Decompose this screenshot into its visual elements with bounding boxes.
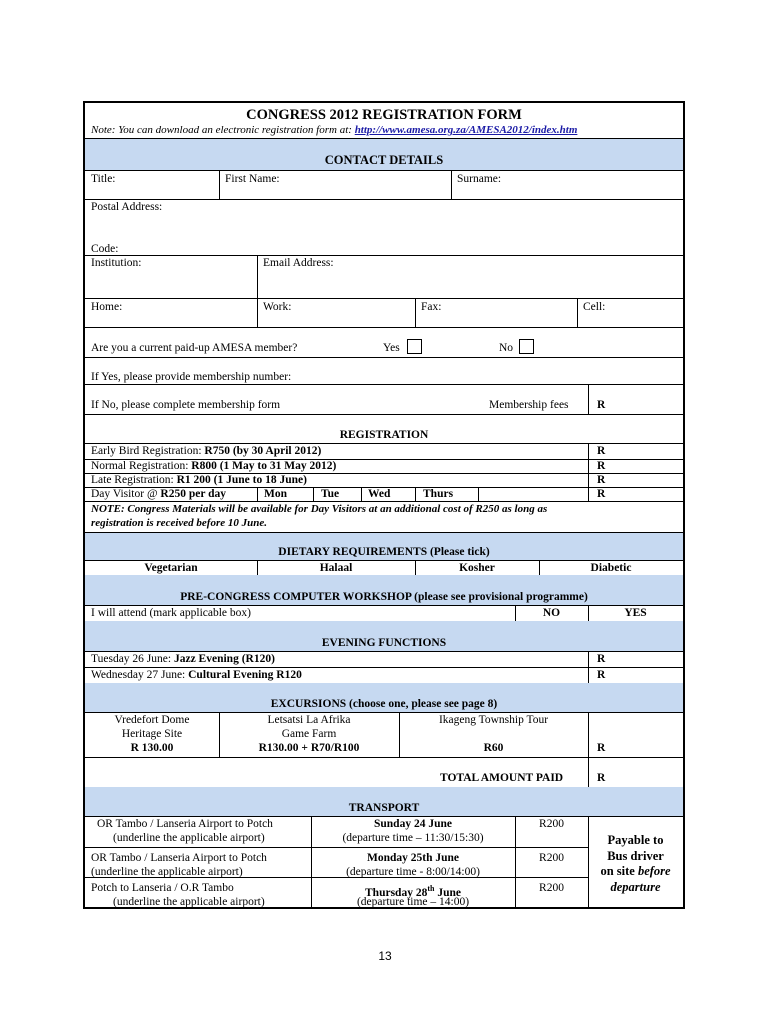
excursion-vredefort-line2: Heritage Site xyxy=(121,728,183,740)
excursion-vredefort-price: R 130.00 xyxy=(130,742,174,754)
transport-route1-line2: (underline the applicable airport) xyxy=(113,832,265,844)
transport-route1-price: R200 xyxy=(539,818,564,830)
payable-line1: Payable to xyxy=(607,833,664,847)
payable-line3-text: on site xyxy=(600,864,638,878)
late-registration-price: R1 200 (1 June to 18 June) xyxy=(176,474,307,486)
transport-route2-price: R200 xyxy=(539,852,564,864)
early-bird-label: Early Bird Registration: xyxy=(91,445,205,457)
day-visitor-row xyxy=(91,488,226,501)
late-registration-label: Late Registration: xyxy=(91,474,177,486)
cultural-evening-amount: R xyxy=(597,669,606,681)
contact-heading: CONTACT DETAILS xyxy=(324,153,444,167)
cultural-evening-date: Wednesday 27 June: xyxy=(91,669,189,681)
membership-form-label: If No, please complete membership form xyxy=(91,399,281,411)
transport-route3-line1: Potch to Lanseria / O.R Tambo xyxy=(91,882,234,894)
member-yes-label: Yes xyxy=(383,342,400,354)
workshop-no-option[interactable]: NO xyxy=(542,607,561,619)
dietary-heading: DIETARY REQUIREMENTS (Please tick) xyxy=(278,546,490,558)
member-no-checkbox[interactable] xyxy=(519,339,534,354)
total-amount-value: R xyxy=(597,772,606,784)
membership-fees-label: Membership fees xyxy=(489,399,569,411)
transport-route3-price: R200 xyxy=(539,882,564,894)
transport-route3-day-suffix: th xyxy=(427,884,435,893)
normal-registration-amount: R xyxy=(597,460,606,472)
evening-heading: EVENING FUNCTIONS xyxy=(321,637,447,649)
excursion-vredefort-line1: Vredefort Dome xyxy=(114,714,190,726)
jazz-evening-name: Jazz Evening (R120) xyxy=(173,653,275,665)
excursion-letsatsi-line1: Letsatsi La Afrika xyxy=(267,714,351,726)
transport-route2-day: Monday 25th June xyxy=(366,852,460,864)
day-visitor-label: Day Visitor @ xyxy=(91,488,161,500)
payable-line2: Bus driver xyxy=(607,848,664,863)
jazz-evening-row xyxy=(91,653,275,666)
diet-halaal[interactable]: Halaal xyxy=(319,562,353,574)
workshop-heading: PRE-CONGRESS COMPUTER WORKSHOP (please see provisional programme) xyxy=(180,591,588,603)
cultural-evening-name: Cultural Evening R120 xyxy=(188,669,302,681)
day-tue[interactable]: Tue xyxy=(321,488,340,500)
cell-label: Cell: xyxy=(583,301,606,313)
transport-route2-line1: OR Tambo / Lanseria Airport to Potch xyxy=(91,852,267,864)
title-field-label: Title: xyxy=(91,173,116,185)
transport-route2-time: (departure time - 8:00/14:00) xyxy=(346,866,480,878)
normal-registration-row xyxy=(91,460,336,473)
membership-number-label: If Yes, please provide membership number: xyxy=(91,371,292,383)
transport-route1-line1: OR Tambo / Lanseria Airport to Potch xyxy=(97,818,273,830)
day-visitor-note-line2: registration is received before 10 June. xyxy=(91,517,267,529)
excursion-letsatsi-line2: Game Farm xyxy=(281,728,337,740)
fax-label: Fax: xyxy=(421,301,442,313)
payable-to-driver-note xyxy=(588,833,683,895)
form-title: CONGRESS 2012 REGISTRATION FORM xyxy=(246,107,522,123)
late-registration-amount: R xyxy=(597,474,606,486)
day-mon[interactable]: Mon xyxy=(264,488,287,500)
late-registration-row xyxy=(91,474,307,487)
excursion-letsatsi-price: R130.00 + R70/R100 xyxy=(258,742,360,754)
day-visitor-price: R250 per day xyxy=(160,488,227,500)
download-note xyxy=(91,124,577,137)
postal-address-label: Postal Address: xyxy=(91,201,163,213)
early-bird-amount: R xyxy=(597,445,606,457)
payable-line3 xyxy=(588,864,683,880)
registration-heading: REGISTRATION xyxy=(339,429,429,441)
payable-line4: departure xyxy=(610,879,661,894)
transport-route1-day: Sunday 24 June xyxy=(374,818,452,830)
diet-kosher[interactable]: Kosher xyxy=(459,562,495,574)
work-phone-label: Work: xyxy=(263,301,292,313)
transport-route3-line2: (underline the applicable airport) xyxy=(113,896,265,908)
member-yes-checkbox[interactable] xyxy=(407,339,422,354)
excursion-ikageng-line1: Ikageng Township Tour xyxy=(438,714,549,726)
transport-route3-day-month: June xyxy=(434,886,461,899)
diet-diabetic[interactable]: Diabetic xyxy=(590,562,632,574)
page-number: 13 xyxy=(378,949,392,963)
institution-label: Institution: xyxy=(91,257,142,269)
normal-registration-price: R800 (1 May to 31 May 2012) xyxy=(191,460,337,472)
download-link[interactable]: http://www.amesa.org.za/AMESA2012/index.htm xyxy=(354,124,578,136)
normal-registration-label: Normal Registration: xyxy=(91,460,192,472)
jazz-evening-date: Tuesday 26 June: xyxy=(91,653,174,665)
excursions-heading: EXCURSIONS (choose one, please see page 8) xyxy=(270,698,498,710)
workshop-attend-label: I will attend (mark applicable box) xyxy=(91,607,251,619)
email-address-label: Email Address: xyxy=(263,257,334,269)
day-wed[interactable]: Wed xyxy=(368,488,391,500)
jazz-evening-amount: R xyxy=(597,653,606,665)
transport-heading: TRANSPORT xyxy=(348,802,420,814)
diet-vegetarian[interactable]: Vegetarian xyxy=(144,562,198,574)
early-bird-row xyxy=(91,445,321,458)
payable-line3-emphasis: before xyxy=(637,864,671,878)
transport-route1-time: (departure time – 11:30/15:30) xyxy=(342,832,484,844)
transport-route3-time: (departure time – 14:00) xyxy=(356,896,470,908)
first-name-field-label: First Name: xyxy=(225,173,280,185)
day-visitor-note-line1: NOTE: Congress Materials will be available for Day Visitors at an additional cost of R250 as long as xyxy=(91,503,548,515)
transport-route2-line2: (underline the applicable airport) xyxy=(91,866,243,878)
cultural-evening-row xyxy=(91,669,302,682)
day-visitor-amount: R xyxy=(597,488,606,500)
day-thurs[interactable]: Thurs xyxy=(423,488,454,500)
transport-route3-day-text: Thursday 28 xyxy=(365,886,428,899)
total-amount-label: TOTAL AMOUNT PAID xyxy=(440,772,564,784)
excursion-amount: R xyxy=(597,742,606,754)
download-note-text: Note: You can download an electronic registration form at: xyxy=(91,124,355,136)
member-question: Are you a current paid-up AMESA member? xyxy=(91,342,298,354)
postal-code-label: Code: xyxy=(91,243,119,255)
membership-fees-value: R xyxy=(597,399,606,411)
member-no-label: No xyxy=(499,342,514,354)
workshop-yes-option[interactable]: YES xyxy=(624,607,647,619)
registration-form xyxy=(83,101,685,909)
surname-field-label: Surname: xyxy=(457,173,502,185)
early-bird-price: R750 (by 30 April 2012) xyxy=(204,445,322,457)
excursion-ikageng-price: R60 xyxy=(483,742,504,754)
home-phone-label: Home: xyxy=(91,301,123,313)
